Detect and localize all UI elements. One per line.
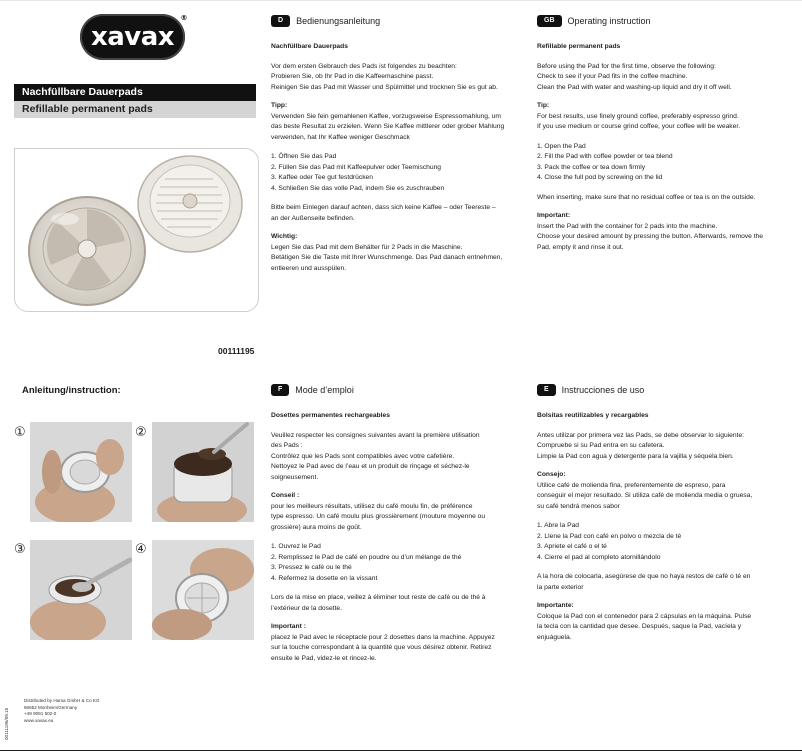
tip-line: If you use medium or course grind coffee, your coffee will be weaker. — [537, 123, 741, 130]
section-title-e: Instrucciones de uso — [561, 385, 645, 395]
step-line: 2. Remplissez le Pad de café en poudre ou d’un mélange de thé — [271, 553, 462, 561]
important-line: Legen Sie das Pad mit dem Behälter für 2 Pads in die Maschine. — [271, 243, 463, 251]
section-body-e — [537, 411, 792, 643]
top-edge — [0, 0, 802, 1]
tip-heading-gb: Tip: — [537, 102, 550, 109]
pads-illustration — [15, 149, 258, 311]
step-line: 2. Füllen Sie das Pad mit Kaffeepulver oder Teemischung — [271, 163, 442, 171]
step-photo-fill-pad — [152, 422, 254, 522]
product-title-de: Nachfüllbare Dauerpads — [14, 84, 256, 101]
important-line: Insert the Pad with the container for 2 pads into the machine. — [537, 222, 718, 230]
intro-line: des Pads : — [271, 442, 303, 449]
step-photo-close-pad — [152, 540, 254, 640]
tip-line: su café tendrá menos sabor — [537, 502, 620, 510]
product-title-en: Refillable permanent pads — [14, 101, 256, 118]
intro-line: Before using the Pad for the first time, observe the following: — [537, 62, 716, 70]
section-header-e — [537, 384, 644, 396]
tip-line: For best results, use finely ground coffee, preferably espresso grind. — [537, 112, 739, 120]
step-number-3: ③ — [14, 542, 26, 557]
tip-line: conseguir el mejor resultado. Si utiliza café de molienda media o gruesa, — [537, 492, 753, 499]
intro-line: Check to see if your Pad fits in the coffee machine. — [537, 73, 688, 80]
tip-line: das beste Resultat zu erzielen. Wenn Sie Kaffee mittlerer oder grober Mahlung — [271, 123, 505, 130]
intro-line: Reinigen Sie das Pad mit Wasser und Spülmittel und trocknen Sie es gut ab. — [271, 83, 498, 91]
important-heading-gb: Important: — [537, 212, 571, 219]
important-line: Coloque la Pad con el contenedor para 2 cápsulas en la máquina. Pulse — [537, 612, 752, 620]
section-header-gb — [537, 15, 651, 27]
step-line: 4. Refermez la dosette en la vissant — [271, 574, 378, 582]
distributor-info — [24, 698, 100, 724]
intro-line: Limpie la Pad con agua y detergente para la vajilla y séquela bien. — [537, 452, 734, 460]
step-line: 3. Pressez le café ou le thé — [271, 564, 352, 571]
lang-code-f: F — [271, 384, 289, 396]
important-line: Pad, empty it and rinse it out. — [537, 243, 624, 251]
instructions-label: Anleitung/instruction: — [22, 385, 121, 396]
note-line: When inserting, make sure that no residual coffee or tea is on the outside. — [537, 193, 756, 201]
important-line: enjuáguela. — [537, 633, 572, 641]
intro-line: Probieren Sie, ob Ihr Pad in die Kaffeemaschine passt. — [271, 73, 434, 80]
article-number: 00111195 — [218, 346, 255, 356]
tip-heading-f: Conseil : — [271, 492, 300, 499]
intro-line: Vor dem ersten Gebrauch des Pads ist folgendes zu beachten: — [271, 62, 457, 70]
intro-line: soigneusement. — [271, 473, 319, 481]
section-body-gb — [537, 42, 792, 253]
note-line: an der Außenseite befinden. — [271, 214, 355, 222]
heading-gb: Refillable permanent pads — [537, 43, 621, 50]
tip-line: Utilice café de molienda fina, preferentemente de espreso, para — [537, 481, 726, 489]
intro-line: Clean the Pad with water and washing-up liquid and dry it off well. — [537, 83, 732, 91]
step-line: 2. Llene la Pad con café en polvo o mezcla de té — [537, 532, 682, 540]
intro-line: Contrôlez que les Pads sont compatibles avec votre cafetière. — [271, 452, 455, 460]
xavax-logo — [80, 14, 185, 60]
lang-code-de: D — [271, 15, 290, 27]
intro-line: Compruebe si su Pad entra en su cafetera. — [537, 442, 665, 449]
step-line: 1. Open the Pad — [537, 142, 586, 150]
note-line: Bitte beim Einlegen darauf achten, dass sich keine Kaffee – oder Teereste – — [271, 204, 496, 211]
section-title-f: Mode d’emploi — [295, 385, 354, 395]
important-line: Betätigen Sie die Taste mit Ihrer Wunschmenge. Das Pad danach entnehmen, — [271, 254, 503, 261]
note-line: la parte exterior — [537, 583, 584, 591]
tip-line: Verwenden Sie fein gemahlenen Kaffee, vorzugsweise Espressomahlung, um — [271, 112, 501, 120]
footer-line: 86652 Monheim/Germany — [24, 704, 78, 710]
step-line: 3. Apriete el café o el té — [537, 543, 607, 550]
section-header-f — [271, 384, 354, 396]
step-number-4: ④ — [135, 542, 147, 557]
important-heading-e: Importante: — [537, 602, 574, 609]
intro-line: Nettoyez le Pad avec de l’eau et un produit de rinçage et séchez-le — [271, 463, 470, 470]
step-line: 4. Close the full pod by screwing on the lid — [537, 174, 663, 181]
heading-e: Bolsitas reutilizables y recargables — [537, 412, 649, 419]
footer-line: Distributed by Hama GmbH & Co KG — [24, 698, 100, 703]
heading-f: Dosettes permanentes rechargeables — [271, 412, 390, 419]
step-line: 3. Pack the coffee or tea down firmly — [537, 163, 646, 171]
note-line: Lors de la mise en place, veillez à éliminer tout reste de café ou de thé à — [271, 594, 486, 601]
important-line: ensuite le Pad, videz-le et rincez-le. — [271, 654, 377, 662]
important-heading-f: Important : — [271, 623, 306, 630]
tip-line: grossière) aura moins de goût. — [271, 523, 362, 531]
heading-de: Nachfüllbare Dauerpads — [271, 43, 348, 50]
tip-heading-de: Tipp: — [271, 102, 288, 109]
section-body-f — [271, 411, 521, 664]
tip-line: pour les meilleurs résultats, utilisez du café moulu fin, de préférence — [271, 502, 473, 510]
section-title-de: Bedienungsanleitung — [296, 16, 381, 26]
step-line: 4. Schließen Sie das volle Pad, indem Sie es zuschrauben — [271, 184, 445, 192]
document-code: 00111195/09.15 — [4, 707, 9, 740]
important-line: entleeren und ausspülen. — [271, 264, 347, 272]
note-line: l’extérieur de la dosette. — [271, 604, 343, 612]
important-line: Choose your desired amount by pressing the button. Afterwards, remove the — [537, 233, 764, 240]
section-title-gb: Operating instruction — [567, 16, 651, 26]
step-line: 1. Öffnen Sie das Pad — [271, 153, 337, 160]
footer-line: www.xavax.eu — [24, 717, 54, 723]
logo-text: xavax — [90, 22, 175, 52]
step-photo-open-pad — [30, 422, 132, 522]
section-header-de — [271, 15, 380, 27]
lang-code-gb: GB — [537, 15, 562, 27]
lang-code-e: E — [537, 384, 556, 396]
note-line: A la hora de colocarla, asegúrese de que no haya restos de café o té en — [537, 573, 751, 580]
step-line: 3. Kaffee oder Tee gut festdrücken — [271, 174, 373, 181]
important-heading-de: Wichtig: — [271, 233, 298, 240]
footer-line: +49 9091 502-0 — [24, 711, 57, 716]
step-line: 4. Cierre el pad al completo atornillándolo — [537, 553, 661, 561]
step-line: 1. Ouvrez le Pad — [271, 543, 321, 550]
intro-line: Antes utilizar por primera vez las Pads, se debe observar lo siguiente: — [537, 431, 745, 439]
section-body-de — [271, 42, 521, 274]
important-line: la tecla con la cantidad que desee. Después, saque la Pad, vacíela y — [537, 623, 742, 630]
step-photo-press-coffee — [30, 540, 132, 640]
bottom-rule — [0, 750, 802, 751]
product-image — [14, 148, 259, 312]
tip-heading-e: Consejo: — [537, 471, 566, 478]
important-line: sur la touche correspondant à la quantité que vous désirez obtenir. Retirez — [271, 644, 492, 651]
intro-line: Veuillez respecter les consignes suivantes avant la première utilisation — [271, 431, 480, 439]
step-number-1: ① — [14, 425, 26, 440]
step-line: 2. Fill the Pad with coffee powder or tea blend — [537, 153, 673, 160]
registered-mark: ® — [180, 14, 187, 22]
step-number-2: ② — [135, 425, 147, 440]
tip-line: type espresso. Un café moulu plus grossièrement (mouture moyenne ou — [271, 513, 486, 520]
tip-line: verwenden, hat Ihr Kaffee weniger Geschmack — [271, 133, 410, 141]
step-line: 1. Abre la Pad — [537, 522, 580, 529]
important-line: placez le Pad avec le réceptacle pour 2 dosettes dans la machine. Appuyez — [271, 633, 495, 641]
